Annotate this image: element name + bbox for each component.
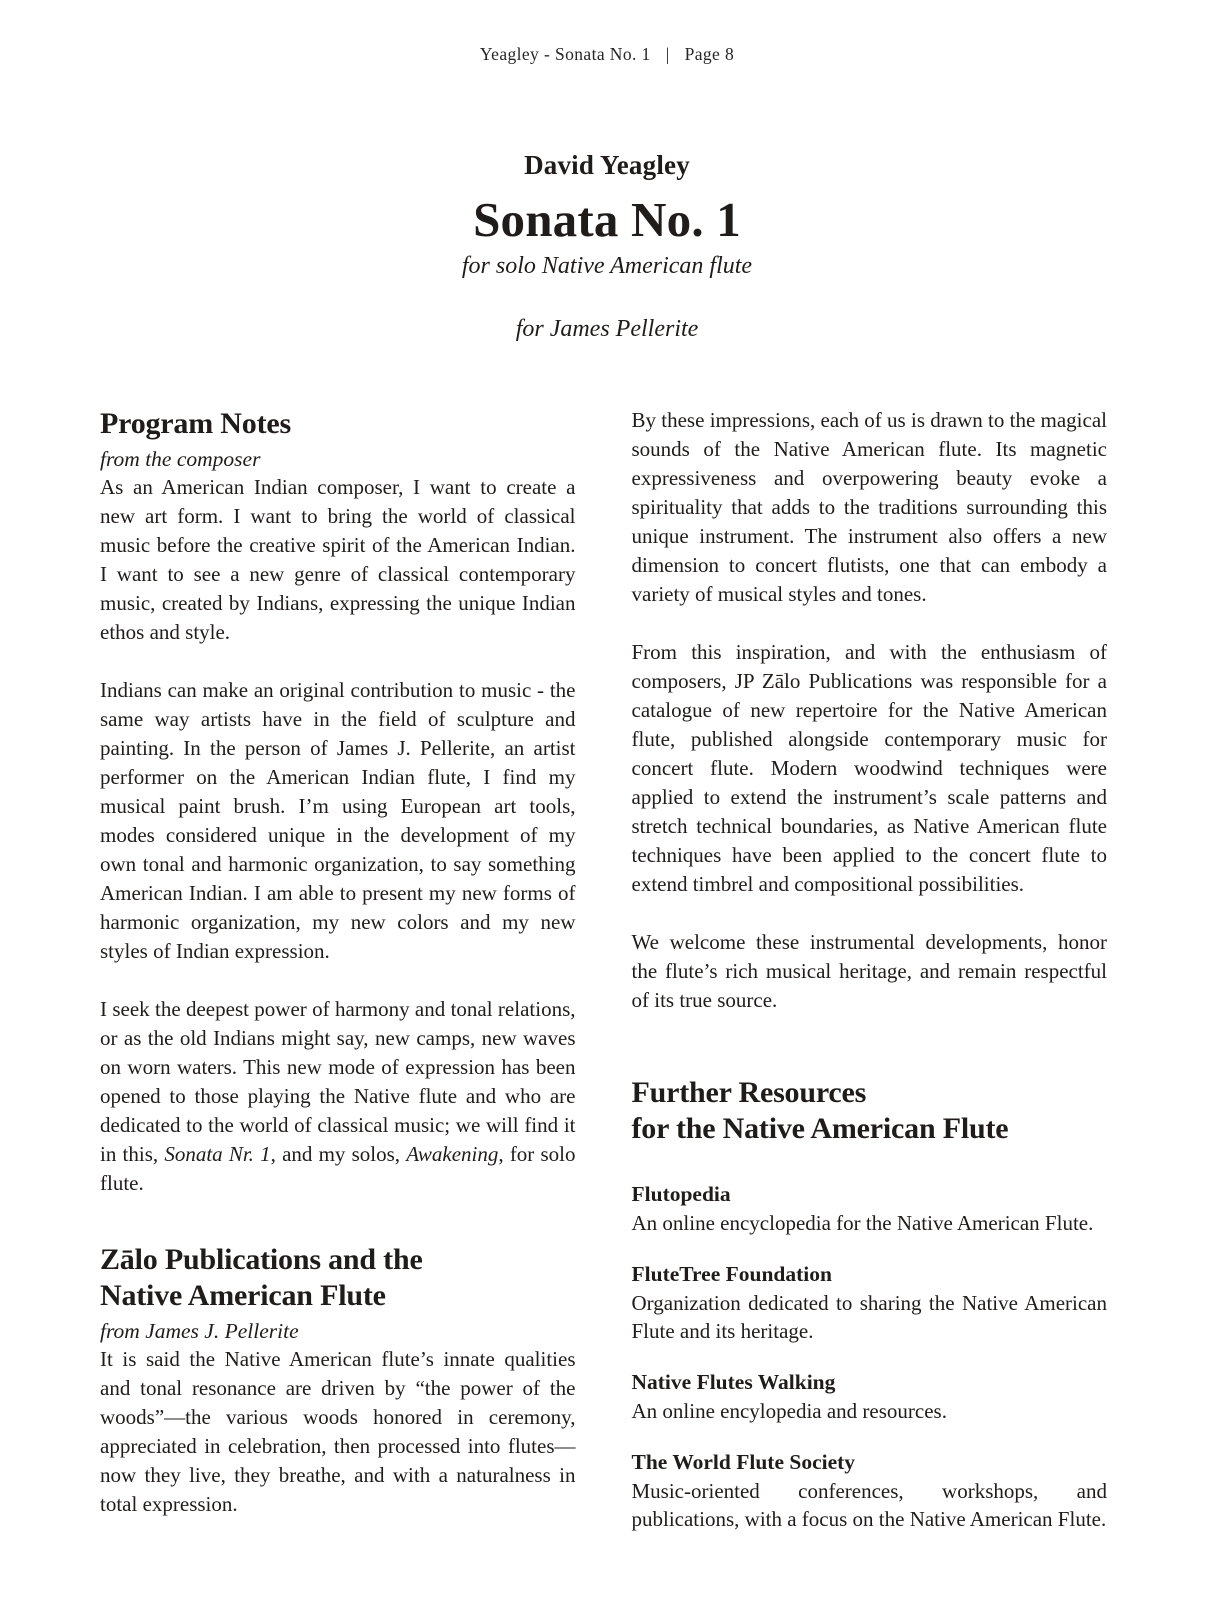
resource-item-native-flutes-walking: [632, 1369, 1108, 1425]
running-header: [0, 44, 1214, 65]
header-page-number: Page 8: [684, 44, 735, 64]
zalo-subheading: from James J. Pellerite: [100, 1319, 299, 1343]
piece-title: Sonata No. 1: [473, 192, 741, 247]
right-paragraph-1: By these impressions, each of us is drawn to the magical sounds of the Native American flute. Its magnetic expressiveness and overpowering beauty evoke a spirituality that adds to the traditions surrounding this unique instrument. The instrument also offers a new dimension to concert flutists, one that can embody a variety of musical styles and tones.: [631, 408, 1107, 606]
header-title: Yeagley - Sonata No. 1: [479, 44, 651, 64]
resources-list: [632, 1181, 1108, 1533]
program-notes-subheading: from the composer: [100, 447, 261, 471]
further-resources-heading-line1: Further Resources: [631, 1076, 867, 1109]
resource-item-flutopedia: [632, 1181, 1108, 1237]
resource-description: An online encyclopedia for the Native American Flute.: [631, 1211, 1094, 1235]
further-resources-heading: [632, 1075, 1108, 1147]
zalo-heading-line2: Native American Flute: [100, 1279, 386, 1312]
resource-description: An online encylopedia and resources.: [631, 1399, 947, 1423]
work-title-sonata: Sonata Nr. 1: [164, 1142, 271, 1166]
resource-name: Native Flutes Walking: [631, 1370, 836, 1394]
header-separator: |: [665, 44, 670, 64]
program-notes-paragraph-2: Indians can make an original contribution to music - the same way artists have in the field of sculpture and painting. In the person of James J. Pellerite, an artist performer on the American Indian flute, I find my musical paint brush. I’m using European art tools, modes considered unique in the development of my own tonal and harmonic organization, to say something American Indian. I am able to present my new forms of harmonic organization, my new colors and my new styles of Indian expression.: [100, 678, 576, 963]
two-column-body: [100, 406, 1107, 1557]
paragraph-text: I seek the deepest power of harmony and tonal relations, or as the old Indians might say, new camps, new waves on worn waters. This new mode of expression has been opened to those playing the Native flute and who are dedicated to the world of classical music; we will find it in this,: [100, 997, 576, 1166]
resource-name: The World Flute Society: [631, 1450, 856, 1474]
zalo-paragraph: It is said the Native American flute’s innate qualities and tonal resonance are driven by “the power of the woods”—the various woods honored in ceremony, appreciated in celebration, then processed into flutes—now they live, they breathe, and with a naturalness in total expression.: [100, 1347, 576, 1516]
composer-name: David Yeagley: [524, 150, 690, 180]
piece-subtitle: for solo Native American flute: [461, 253, 753, 279]
further-resources-heading-line2: for the Native American Flute: [631, 1112, 1009, 1145]
program-notes-heading: Program Notes: [100, 407, 291, 440]
resource-description: Music-oriented conferences, workshops, and publications, with a focus on the Native American Flute.: [631, 1479, 1107, 1531]
right-column: [632, 406, 1108, 1557]
paragraph-text: , for solo flute.: [100, 1142, 576, 1195]
paragraph-text: , and my solos,: [270, 1142, 407, 1166]
zalo-heading: [100, 1242, 576, 1314]
resource-item-flutetree: [632, 1261, 1108, 1345]
zalo-section: [100, 1242, 576, 1519]
work-title-awakening: Awakening: [406, 1142, 499, 1166]
title-block: [0, 150, 1214, 343]
resource-name: FluteTree Foundation: [631, 1262, 832, 1286]
program-notes-paragraph-3: [100, 995, 576, 1198]
resource-name: Flutopedia: [631, 1182, 731, 1206]
left-column: [100, 406, 576, 1557]
resource-item-world-flute-society: [632, 1449, 1108, 1533]
program-notes-paragraph-1: As an American Indian composer, I want to create a new art form. I want to bring the world of classical music before the creative spirit of the American Indian. I want to see a new genre of classical contemporary music, created by Indians, expressing the unique Indian ethos and style.: [100, 475, 576, 644]
right-paragraph-3: We welcome these instrumental developments, honor the flute’s rich musical heritage, and remain respectful of its true source.: [631, 930, 1107, 1012]
right-paragraph-2: From this inspiration, and with the enthusiasm of composers, JP Zālo Publications was responsible for a catalogue of new repertoire for the Native American flute, published alongside contemporary music for concert flute. Modern woodwind techniques were applied to extend the instrument’s scale patterns and stretch technical boundaries, as Native American flute techniques have been applied to the concert flute to extend timbrel and compositional possibilities.: [631, 640, 1107, 896]
further-resources-section: [632, 1075, 1108, 1533]
zalo-heading-line1: Zālo Publications and the: [100, 1243, 423, 1276]
dedication: for James Pellerite: [515, 316, 699, 342]
resource-description: Organization dedicated to sharing the Native American Flute and its heritage.: [631, 1291, 1107, 1343]
